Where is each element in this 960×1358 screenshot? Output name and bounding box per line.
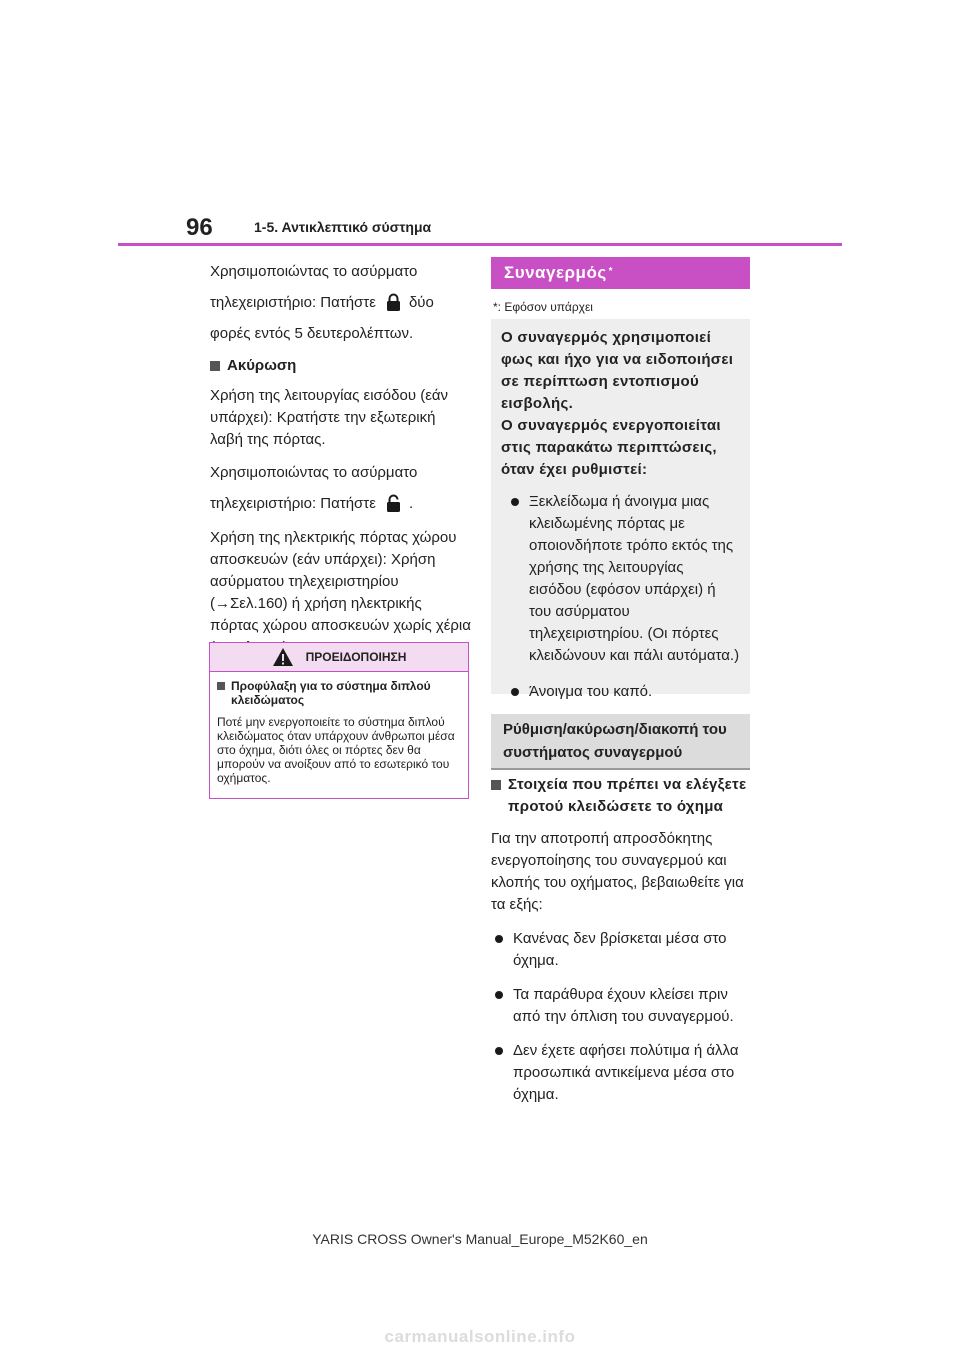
- page-number: 96: [186, 214, 213, 241]
- list-item-text: Δεν έχετε αφήσει πολύτιμα ή άλλα προσωπικά αντικείμενα μέσα στο όχημα.: [513, 1042, 739, 1103]
- list-item: [501, 681, 740, 703]
- paragraph-line: [210, 457, 472, 488]
- list-item: [491, 928, 753, 972]
- paragraph-line: [210, 287, 472, 318]
- checklist-intro: Για την αποτροπή απροσδόκητης ενεργοποίησης του συναγερμού και κλοπής του οχήματος, βεβαιωθείτε για τα εξής:: [491, 830, 744, 913]
- warning-text: Ποτέ μην ενεργοποιείτε το σύστημα διπλού κλειδώματος όταν υπάρχουν άνθρωποι μέσα στο όχημα, διότι όλες οι πόρτες δεν θα μπορούν να ανοίξουν από το εσωτερικό του οχήματος.: [217, 715, 455, 785]
- warning-header: [210, 643, 468, 672]
- checklist-section: [491, 774, 753, 1106]
- text-line: τηλεχειριστήριο: Πατήστε: [210, 293, 376, 311]
- watermark: [0, 1327, 960, 1347]
- warning-body: [210, 672, 468, 785]
- text-line: .: [408, 494, 414, 512]
- alarm-activation-intro: Ο συναγερμός ενεργοποιείται στις παρακάτω περιπτώσεις, όταν έχει ρυθμιστεί:: [501, 417, 721, 478]
- alarm-intro: Ο συναγερμός χρησιμοποιεί φως και ήχο για να ειδοποιήσει σε περίπτωση εντοπισμού εισβολής.: [501, 329, 734, 412]
- alarm-info-box: [491, 319, 750, 700]
- paragraph-line: [210, 318, 472, 349]
- list-item-text: Τα παράθυρα έχουν κλείσει πριν από την όπλιση του συναγερμού.: [513, 986, 734, 1025]
- bullet-icon: [495, 1047, 503, 1055]
- left-column: [210, 256, 472, 659]
- square-bullet-icon: [217, 682, 225, 690]
- square-bullet-icon: [210, 361, 220, 371]
- list-item: [491, 984, 753, 1028]
- list-item: [501, 491, 740, 667]
- heading-text: Ακύρωση: [227, 357, 297, 374]
- availability-footnote: *: Εφόσον υπάρχει: [493, 300, 593, 314]
- manual-footer: YARIS CROSS Owner's Manual_Europe_M52K60_en: [312, 1231, 648, 1247]
- entry-function-paragraph: Χρήση της λειτουργίας εισόδου (εάν υπάρχει): Κρατήστε την εξωτερική λαβή της πόρτας.: [210, 387, 449, 448]
- heading-text: Στοιχεία που πρέπει να ελέγξετε προτού κλειδώσετε το όχημα: [508, 776, 747, 815]
- cancel-heading: [210, 353, 472, 379]
- lock-icon: [386, 293, 401, 312]
- text-line: Χρησιμοποιώντας το ασύρματο: [210, 463, 418, 481]
- bullet-icon: [511, 498, 519, 506]
- alarm-section-banner: [491, 257, 750, 289]
- list-item-text: Κανένας δεν βρίσκεται μέσα στο όχημα.: [513, 930, 727, 969]
- list-item-text: Ξεκλείδωμα ή άνοιγμα μιας κλειδωμένης πόρτας με οποιονδήποτε τρόπο εκτός της χρήσης της λειτουργίας εισόδου (εφόσον υπάρχει) ή του ασύρματου τηλεχειριστηρίου. (Οι πόρτες κλειδώνουν και πάλι αυτόματα.): [529, 493, 740, 664]
- paragraph-line: [210, 488, 472, 519]
- list-item: [491, 1040, 753, 1106]
- square-bullet-icon: [491, 780, 501, 790]
- text-line: φορές εντός 5 δευτερολέπτων.: [210, 324, 414, 342]
- header-divider: [118, 243, 842, 246]
- checklist-heading: [491, 774, 753, 818]
- text-line: Χρησιμοποιώντας το ασύρματο: [210, 262, 418, 280]
- warning-box: [209, 642, 469, 799]
- paragraph-line: [210, 256, 472, 287]
- power-back-door-paragraph: Χρήση της ηλεκτρικής πόρτας χώρου αποσκευών (εάν υπάρχει): Χρήση ασύρματου τηλεχειριστηρίου (→Σελ.160) ή χρήση ηλεκτρικής πόρτας χώρου αποσκευών χωρίς χέρια: [210, 529, 471, 634]
- text-line: δύο: [408, 293, 434, 311]
- warning-title: ΠΡΟΕΙΔΟΠΟΙΗΣΗ: [305, 650, 407, 664]
- bullet-icon: [495, 935, 503, 943]
- footnote-marker: *: [608, 265, 614, 277]
- list-item-text: Άνοιγμα του καπό.: [529, 683, 653, 700]
- warning-subheading-text: Προφύλαξη για το σύστημα διπλού κλειδώματος: [231, 679, 431, 707]
- config-section-heading: Ρύθμιση/ακύρωση/διακοπή του συστήματος συναγερμού: [491, 714, 750, 770]
- warning-triangle-icon: [272, 647, 294, 667]
- warning-subheading: [217, 679, 461, 707]
- text-line: τηλεχειριστήριο: Πατήστε: [210, 494, 376, 512]
- bullet-icon: [511, 688, 519, 696]
- unlock-icon: [386, 494, 401, 513]
- watermark-text: carmanualsonline.info: [384, 1327, 576, 1346]
- section-title: 1-5. Αντικλεπτικό σύστημα: [254, 219, 432, 235]
- alarm-title: Συναγερμός: [504, 263, 607, 282]
- bullet-icon: [495, 991, 503, 999]
